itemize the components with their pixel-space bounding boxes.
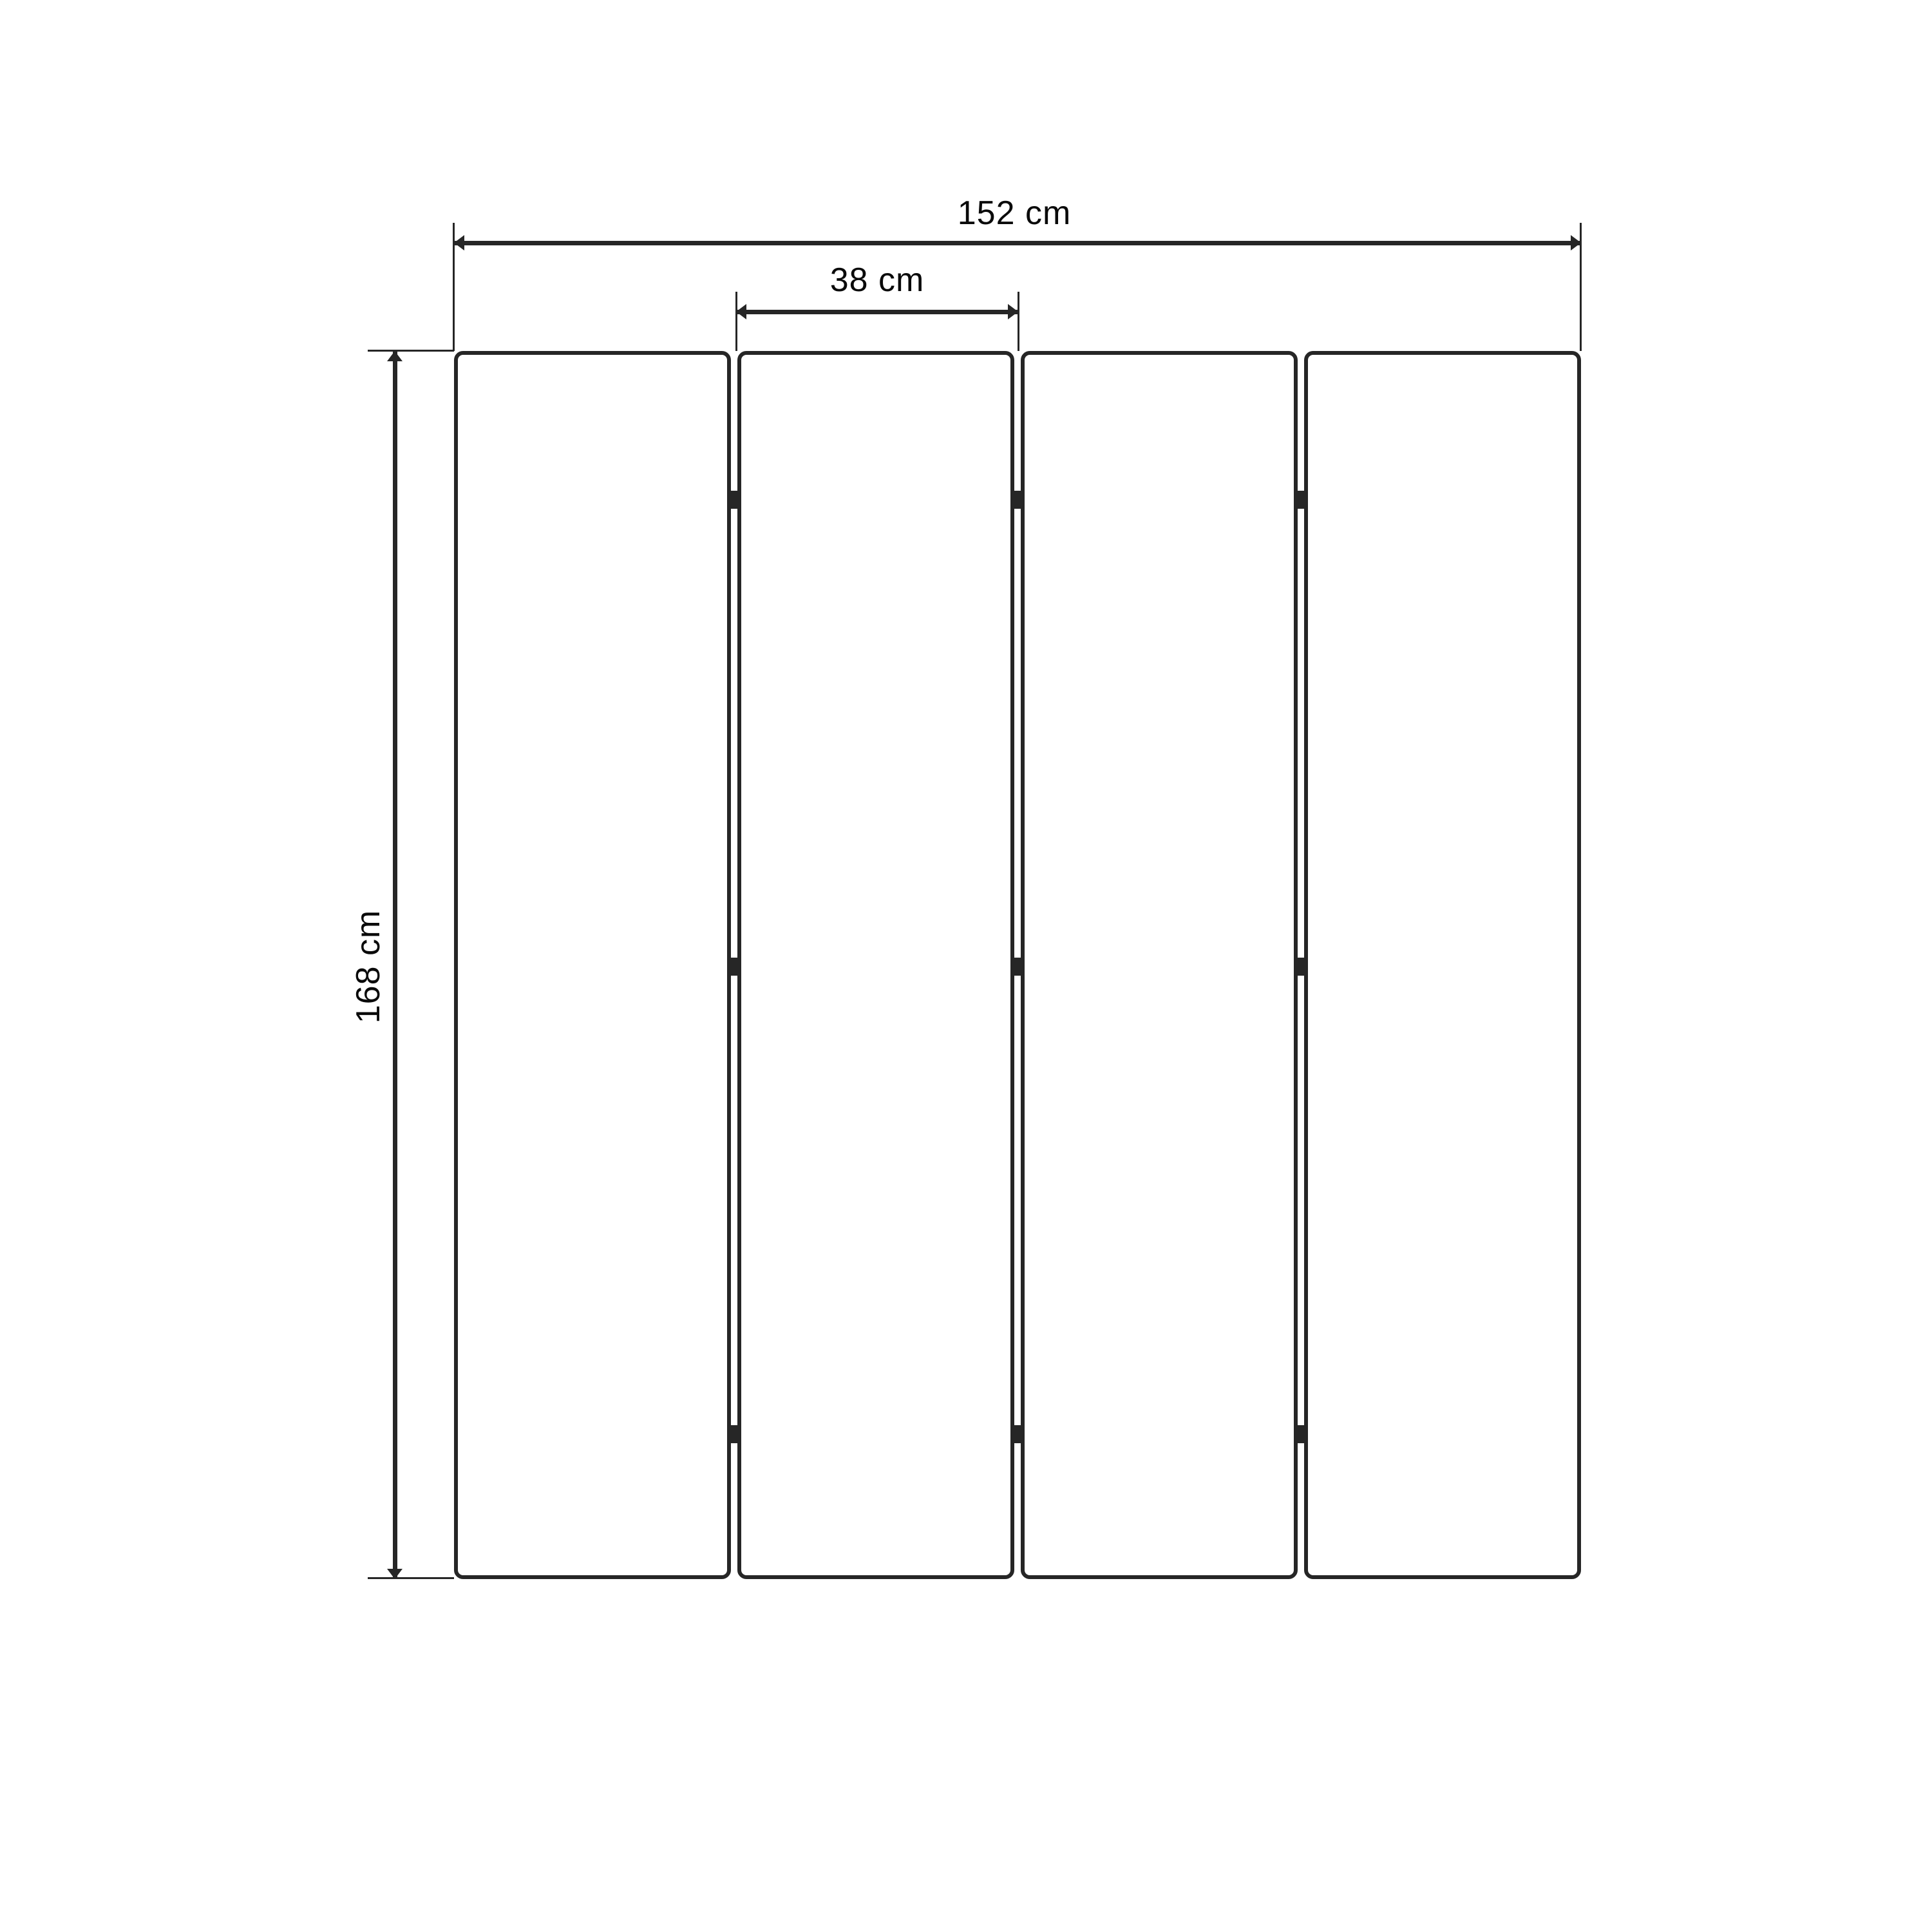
extension-line-bottom [368, 1577, 454, 1579]
extension-line-right [1018, 292, 1019, 351]
hinge [1013, 958, 1022, 976]
height-label: 168 cm [350, 909, 387, 1024]
arrowhead-right-icon [1571, 235, 1581, 251]
hinge [730, 1425, 739, 1443]
panel-2 [737, 351, 1014, 1579]
arrowhead-left-icon [454, 235, 464, 251]
hinge [730, 491, 739, 509]
dimension-line [736, 310, 1018, 314]
extension-line-top [368, 350, 454, 352]
dimension-line [454, 241, 1581, 245]
dimension-line [393, 351, 397, 1579]
hinge [1296, 1425, 1305, 1443]
arrowhead-up-icon [387, 351, 402, 361]
hinge [1296, 958, 1305, 976]
panel-1 [454, 351, 731, 1579]
hinge [1296, 491, 1305, 509]
total-width-label: 152 cm [957, 194, 1072, 232]
panel-width-label: 38 cm [829, 261, 925, 299]
arrowhead-right-icon [1008, 304, 1018, 319]
arrowhead-down-icon [387, 1569, 402, 1579]
hinge [1013, 491, 1022, 509]
hinge [1013, 1425, 1022, 1443]
hinge [730, 958, 739, 976]
arrowhead-left-icon [736, 304, 746, 319]
extension-line-left [735, 292, 737, 351]
panel-3 [1021, 351, 1298, 1579]
panel-4 [1304, 351, 1581, 1579]
